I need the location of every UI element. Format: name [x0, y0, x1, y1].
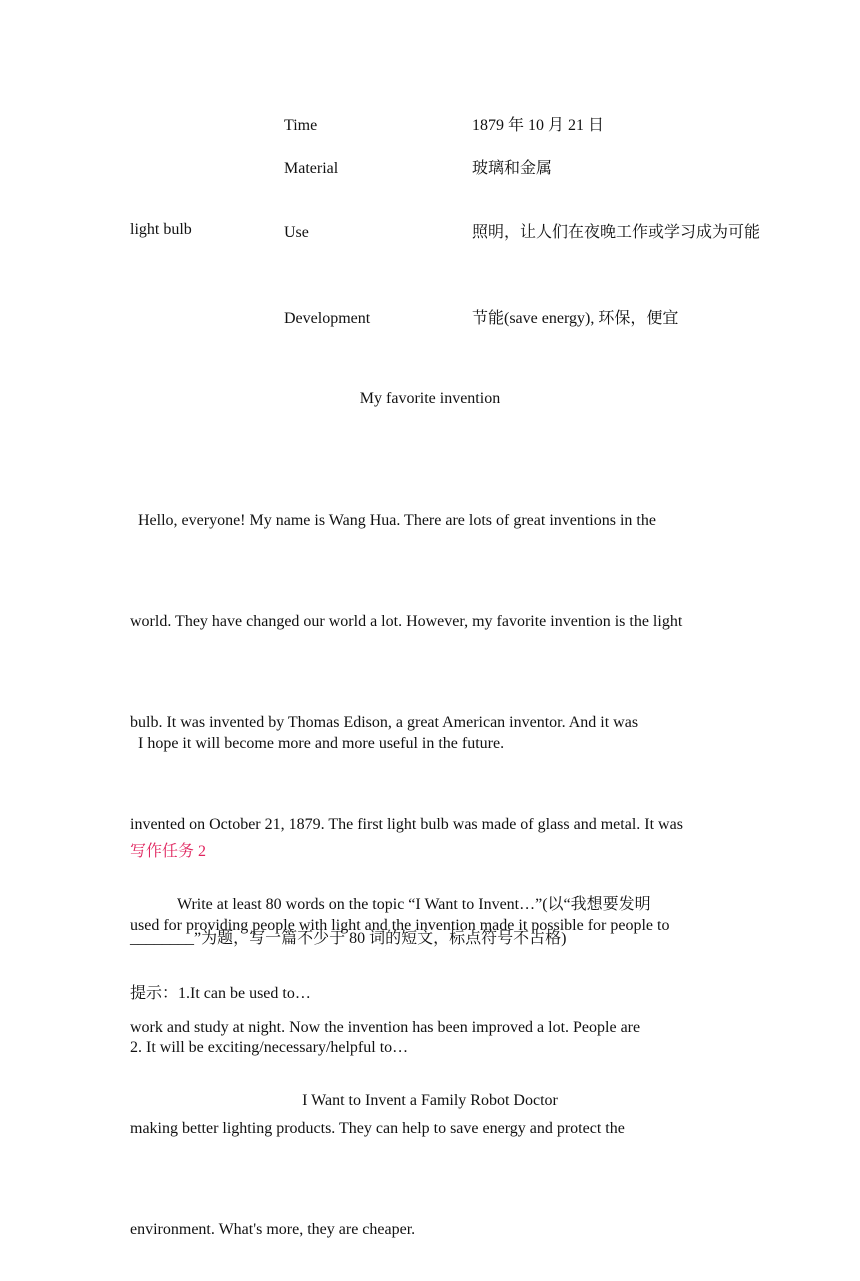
- task2-hint-2: 2. It will be exciting/necessary/helpful to…: [130, 1039, 409, 1056]
- essay-line: making better lighting products. They can help to save energy and protect the: [130, 1119, 625, 1137]
- essay-line: used for providing people with light and the invention made it possible for people to: [130, 917, 670, 935]
- task2-heading: 写作任务 2: [130, 843, 207, 860]
- essay-paragraph-1: [130, 436, 750, 1281]
- row-development-label: Development: [284, 310, 371, 327]
- row-material-label: Material: [284, 160, 339, 177]
- row-use-value: 照明，让人们在夜晚工作或学习成为可能: [472, 224, 761, 241]
- task2-essay-title: I Want to Invent a Family Robot Doctor: [302, 1092, 558, 1109]
- table-subject: light bulb: [130, 221, 192, 238]
- essay-line: invented on October 21, 1879. The first light bulb was made of glass and metal. It was: [130, 815, 683, 833]
- essay-title: My favorite invention: [359, 390, 501, 407]
- task2-instruction-line1: Write at least 80 words on the topic “I Want to Invent…”(以“我想要发明: [177, 896, 651, 913]
- row-development-value: 节能(save energy), 环保，便宜: [472, 310, 679, 327]
- task2-instruction-line2: ________”为题，写一篇不少于 80 词的短文，标点符号不占格): [130, 930, 567, 947]
- essay-line: Hello, everyone! My name is Wang Hua. There are lots of great inventions in the: [130, 511, 656, 529]
- row-use-label: Use: [284, 224, 309, 241]
- row-time-label: Time: [284, 117, 318, 134]
- essay-line: world. They have changed our world a lot. However, my favorite invention is the light: [130, 612, 683, 630]
- task2-hint-1: 提示：1.It can be used to…: [130, 985, 311, 1002]
- essay-line: bulb. It was invented by Thomas Edison, a great American inventor. And it was: [130, 714, 639, 732]
- essay-paragraph-2: I hope it will become more and more useful in the future.: [130, 735, 505, 752]
- row-time-value: 1879 年 10 月 21 日: [472, 117, 605, 134]
- row-material-value: 玻璃和金属: [472, 160, 553, 177]
- essay-line: work and study at night. Now the invention has been improved a lot. People are: [130, 1018, 641, 1036]
- essay-line: environment. What's more, they are cheaper.: [130, 1221, 416, 1239]
